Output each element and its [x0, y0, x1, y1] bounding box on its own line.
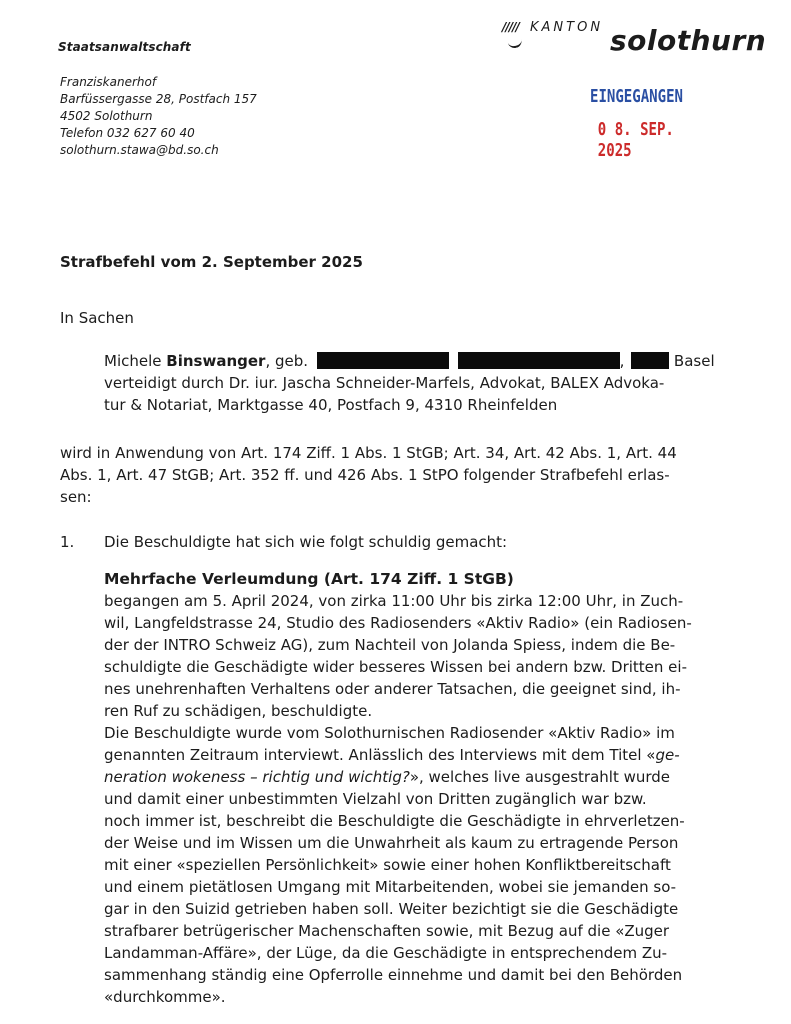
offense-line: nes unehrenhaften Verhaltens oder anderer Tatsachen, die geeignet sind, ih-	[104, 680, 681, 698]
offense-line: und einem pietätlosen Umgang mit Mitarbeitenden, wobei sie jemanden so-	[104, 878, 677, 896]
offense-line: wil, Langfeldstrasse 24, Studio des Radiosenders «Aktiv Radio» (ein Radiosen-	[104, 614, 692, 632]
party-born: , geb.	[265, 352, 309, 370]
defense-line: tur & Notariat, Marktgasse 40, Postfach 9, 4310 Rheinfelden	[104, 396, 558, 414]
document-title: Strafbefehl vom 2. September 2025	[60, 253, 363, 271]
logo-swoosh-icon	[507, 37, 523, 50]
address-line: Telefon 032 627 60 40	[60, 126, 195, 140]
party-block	[104, 350, 724, 416]
canton-logo	[500, 14, 780, 57]
in-sachen: In Sachen	[60, 309, 134, 327]
address-line: 4502 Solothurn	[60, 109, 153, 123]
offense-text: », welches live ausgestrahlt wurde	[409, 768, 671, 786]
offense-line: und damit einer unbestimmten Vielzahl von Dritten zugänglich war bzw.	[104, 790, 647, 808]
legal-basis-line: Abs. 1, Art. 47 StGB; Art. 352 ff. und 426 Abs. 1 StPO folgender Strafbefehl erlas-	[60, 466, 670, 484]
offense-heading: Mehrfache Verleumdung (Art. 174 Ziff. 1 StGB)	[104, 570, 514, 588]
offense-line	[104, 744, 724, 766]
party-name-line	[104, 350, 724, 372]
stamp-date: 0 8. SEP. 2025	[597, 119, 674, 161]
offense-line: gar in den Suizid getrieben haben soll. Weiter bezichtigt sie die Geschädigte	[104, 900, 679, 918]
interview-title-part: ge-	[655, 746, 680, 764]
interview-title-part: neration wokeness – richtig und wichtig?	[104, 768, 410, 786]
offense-line: noch immer ist, beschreibt die Beschuldigte die Geschädigte in ehrverletzen-	[104, 812, 685, 830]
office-address	[60, 74, 257, 159]
item-number: 1.	[60, 533, 75, 551]
offense-line: mit einer «speziellen Persönlichkeit» sowie einer hohen Konfliktbereitschaft	[104, 856, 671, 874]
offense-line: ren Ruf zu schädigen, beschuldigte.	[104, 702, 373, 720]
offense-line: sammenhang ständig eine Opferrolle einnehme und damit bei den Behörden	[104, 966, 683, 984]
received-stamp	[590, 86, 691, 161]
logo-canton: solothurn	[610, 24, 767, 57]
offense-line: der der INTRO Schweiz AG), zum Nachteil von Jolanda Spiess, indem die Be-	[104, 636, 676, 654]
stamp-received: EINGEGANGEN	[590, 86, 683, 107]
offense-line: «durchkomme».	[104, 988, 226, 1006]
offense-line: begangen am 5. April 2024, von zirka 11:00 Uhr bis zirka 12:00 Uhr, in Zuch-	[104, 592, 684, 610]
party-first-name: Michele	[104, 352, 162, 370]
legal-basis-line: sen:	[60, 488, 92, 506]
redaction-bar	[458, 352, 620, 369]
office-name: Staatsanwaltschaft	[58, 40, 191, 54]
offense-block	[104, 568, 724, 1008]
offense-text: genannten Zeitraum interviewt. Anlässlich des Interviews mit dem Titel «	[104, 746, 656, 764]
party-last-name: Binswanger	[166, 352, 266, 370]
logo-bars: /////	[502, 20, 519, 34]
party-comma: ,	[619, 352, 625, 370]
offense-line	[104, 766, 724, 788]
address-line: Barfüssergasse 28, Postfach 157	[60, 92, 257, 106]
redaction-bar	[631, 352, 669, 369]
logo-kanton: KANTON	[530, 20, 604, 35]
address-email: solothurn.stawa@bd.so.ch	[60, 143, 219, 157]
address-line: Franziskanerhof	[60, 75, 157, 89]
offense-line: Landamman-Affäre», der Lüge, da die Geschädigte in entsprechendem Zu-	[104, 944, 668, 962]
offense-line: strafbarer betrügerischer Machenschaften sowie, mit Bezug auf die «Zuger	[104, 922, 670, 940]
defense-line: verteidigt durch Dr. iur. Jascha Schneider-Marfels, Advokat, BALEX Advoka-	[104, 374, 665, 392]
legal-basis-line: wird in Anwendung von Art. 174 Ziff. 1 Abs. 1 StGB; Art. 34, Art. 42 Abs. 1, Art. 44	[60, 444, 677, 462]
redaction-bar	[317, 352, 449, 369]
offense-line: der Weise und im Wissen um die Unwahrheit als kaum zu ertragende Person	[104, 834, 679, 852]
offense-line: schuldigte die Geschädigte wider besseres Wissen bei andern bzw. Dritten ei-	[104, 658, 687, 676]
party-city: Basel	[673, 352, 715, 370]
offense-line: Die Beschuldigte wurde vom Solothurnischen Radiosender «Aktiv Radio» im	[104, 724, 675, 742]
item-text: Die Beschuldigte hat sich wie folgt schuldig gemacht:	[104, 533, 508, 551]
legal-basis	[60, 442, 740, 508]
